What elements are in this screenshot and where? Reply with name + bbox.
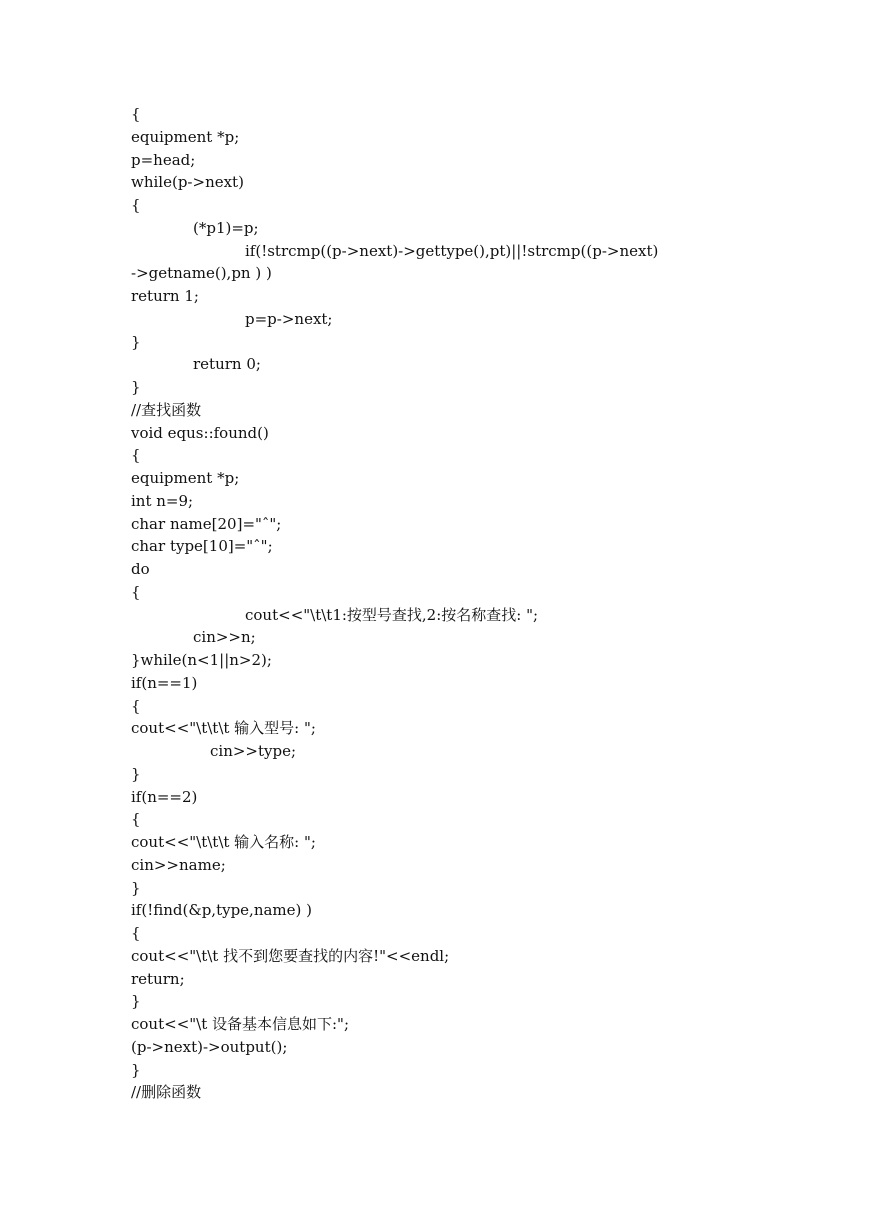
code-line: int n=9; <box>131 491 194 510</box>
code-line: (*p1)=p; <box>193 218 259 237</box>
code-line: } <box>131 332 141 351</box>
code-line: }while(n<1||n>2); <box>131 651 272 669</box>
code-line: return 0; <box>193 355 261 374</box>
code-line: cout<<"\t\t1:按型号查找,2:按名称查找: "; <box>245 605 539 624</box>
code-line: { <box>131 810 141 829</box>
code-line: return 1; <box>131 287 199 305</box>
code-line: ->getname(),pn ) ) <box>131 264 272 283</box>
code-comment: //查找函数 <box>131 400 202 419</box>
code-line: { <box>131 105 141 123</box>
code-line: } <box>131 1060 141 1079</box>
code-line: cout<<"\t\t\t 输入名称: "; <box>131 833 316 851</box>
code-line: char type[10]="ˆ"; <box>131 537 273 556</box>
code-line: (p->next)->output(); <box>131 1037 288 1056</box>
code-line: p=p->next; <box>245 309 333 328</box>
code-line: { <box>131 924 141 942</box>
code-line: if(n==2) <box>131 787 198 806</box>
code-line: while(p->next) <box>131 173 244 192</box>
code-line: } <box>131 992 141 1011</box>
code-line: equipment *p; <box>131 469 240 487</box>
code-line: cout<<"\t\t\t 输入型号: "; <box>131 719 316 738</box>
code-line: if(n==1) <box>131 673 198 692</box>
code-line: if(!find(&p,type,name) ) <box>131 901 312 920</box>
code-line: p=head; <box>131 150 196 169</box>
code-line: cout<<"\t 设备基本信息如下:"; <box>131 1015 350 1033</box>
code-line: if(!strcmp((p->next)->gettype(),pt)||!strcmp((p->next) <box>245 241 659 260</box>
code-line: return; <box>131 969 185 988</box>
code-line: cin>>type; <box>210 742 297 760</box>
code-line: char name[20]="ˆ"; <box>131 514 282 533</box>
code-line: cin>>n; <box>193 628 256 647</box>
code-line: } <box>131 764 141 783</box>
code-line: } <box>131 878 141 897</box>
code-listing <box>131 103 831 1104</box>
code-line: equipment *p; <box>131 127 240 146</box>
code-line: { <box>131 696 141 715</box>
code-line: { <box>131 196 141 214</box>
code-line: cout<<"\t\t 找不到您要查找的内容!"<<endl; <box>131 946 450 965</box>
code-line: { <box>131 582 141 601</box>
code-line: cin>>name; <box>131 855 226 874</box>
code-line: { <box>131 446 141 465</box>
code-comment: //删除函数 <box>131 1083 202 1102</box>
code-line: void equs::found() <box>131 423 269 442</box>
code-line: } <box>131 378 141 396</box>
code-line: do <box>131 560 150 578</box>
